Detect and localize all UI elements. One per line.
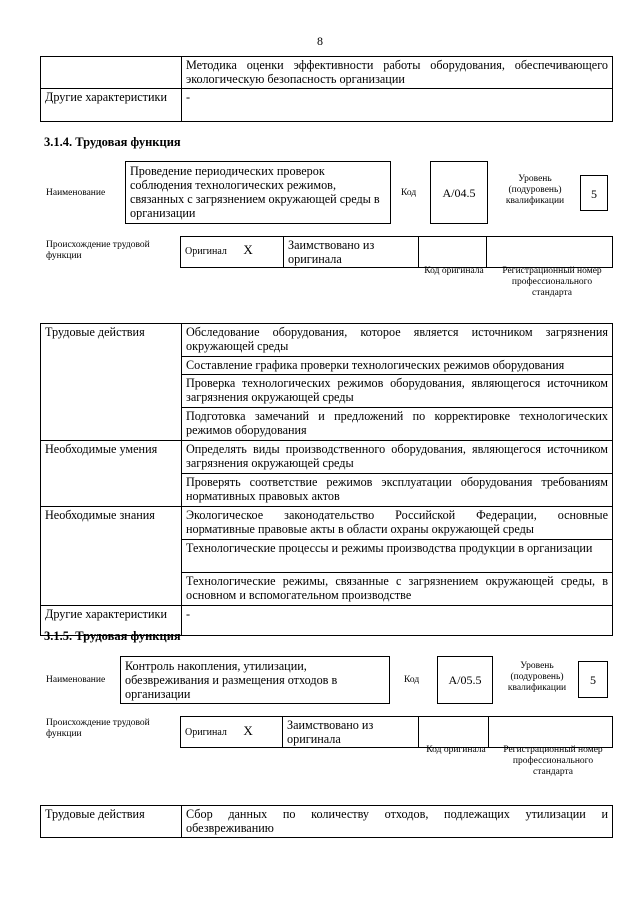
section-315-level-box — [578, 661, 608, 698]
section-314-code-box — [430, 161, 488, 224]
top-table-row2-value: - — [182, 89, 613, 122]
section-315-original-label: Оригинал — [185, 727, 227, 738]
skill-item: Определять виды производственного оборудования, являющегося источником загрязнения окружающей среды — [182, 441, 612, 474]
section-314-name-value: Проведение периодических проверок соблюдения технологических режимов, связанных с загрязнением окружающей среды в организации — [130, 164, 380, 220]
section-315-code-original-cell — [419, 717, 489, 748]
knowledge-label: Необходимые знания — [41, 507, 182, 606]
labor-action-item: Составление графика проверки технологических режимов оборудования — [182, 357, 612, 375]
labor-action-item: Проверка технологических режимов оборудования, являющегося источником загрязнения окружающей среды — [182, 375, 612, 408]
labor-action-item: Обследование оборудования, которое является источником загрязнения окружающей среды — [182, 324, 612, 357]
other-value: - — [182, 606, 613, 636]
section-314-code-original-caption: Код оригинала — [424, 266, 484, 276]
section-314-origin-table — [180, 236, 613, 268]
section-314-level-value: 5 — [591, 187, 597, 201]
section-314-code-label: Код — [401, 188, 417, 198]
section-314-origin-label: Происхождение трудовой функции — [46, 240, 150, 261]
section-315-name-value: Контроль накопления, утилизации, обезвреживания и размещения отходов в организации — [125, 659, 338, 701]
knowledge-item: Экологическое законодательство Российской Федерации, основные нормативные правовые акты в области охраны окружающей среды — [182, 507, 612, 540]
section-315-borrowed-label: Заимствовано из оригинала — [283, 717, 419, 748]
section-315-main-table — [40, 805, 613, 838]
section-314-code-original-cell — [419, 237, 487, 268]
section-315-code-original-caption: Код оригинала — [426, 745, 486, 755]
knowledge-list — [182, 507, 613, 606]
section-315-level-value: 5 — [590, 673, 596, 687]
section-314-original-mark: X — [243, 242, 253, 257]
section-314-level-label: Уровень (подуровень) квалификации — [505, 174, 565, 206]
section-315-title: 3.1.5. Трудовая функция — [44, 629, 181, 643]
section-314-reg-number-caption: Регистрационный номер профессионального стандарта — [502, 266, 602, 298]
section-315-name-label: Наименование — [46, 675, 106, 685]
section-315-origin-label: Происхождение трудовой функции — [46, 718, 150, 739]
top-table-empty-cell — [41, 57, 182, 89]
section-315-code-label: Код — [404, 675, 420, 685]
bottom-labor-actions-label: Трудовые действия — [41, 806, 182, 838]
section-314-borrowed-label: Заимствовано из оригинала — [284, 237, 419, 268]
labor-actions-list — [182, 324, 613, 441]
top-table — [40, 56, 613, 122]
skills-list — [182, 441, 613, 507]
section-314-original-cell — [181, 237, 284, 268]
labor-action-item: Подготовка замечаний и предложений по корректировке технологических режимов оборудования — [186, 409, 608, 437]
other-label: Другие характеристики — [41, 606, 182, 636]
top-table-row2-label: Другие характеристики — [41, 89, 182, 122]
section-314-title: 3.1.4. Трудовая функция — [44, 135, 181, 149]
section-315-origin-table — [180, 716, 613, 748]
section-314-level-box — [580, 175, 608, 211]
page-number: 8 — [317, 34, 323, 48]
section-314-main-table — [40, 323, 613, 636]
section-315-reg-number-caption: Регистрационный номер профессионального стандарта — [503, 745, 603, 777]
top-table-row1-value: Методика оценки эффективности работы оборудования, обеспечивающего экологическую безопасность организации — [182, 57, 613, 89]
section-314-code-value: A/04.5 — [442, 186, 476, 200]
skills-label: Необходимые умения — [41, 441, 182, 507]
section-314-name-box — [125, 161, 391, 224]
knowledge-item: Технологические режимы, связанные с загрязнением окружающей среды, в основном и вспомогательном производстве — [186, 574, 608, 602]
section-314-reg-number-cell — [487, 237, 613, 268]
bottom-labor-actions-value: Сбор данных по количеству отходов, подлежащих утилизации и обезвреживанию — [182, 806, 613, 838]
skill-item: Проверять соответствие режимов эксплуатации оборудования требованиям нормативных правовых актов — [186, 475, 608, 503]
section-315-level-label: Уровень (подуровень) квалификации — [507, 661, 567, 693]
section-315-reg-number-cell — [489, 717, 613, 748]
section-315-code-value: A/05.5 — [448, 673, 482, 687]
knowledge-item: Технологические процессы и режимы производства продукции в организации — [182, 540, 612, 573]
section-315-original-cell — [181, 717, 283, 748]
section-315-original-mark: X — [243, 723, 253, 738]
section-314-name-label: Наименование — [46, 188, 106, 198]
section-314-original-label: Оригинал — [185, 246, 227, 257]
section-315-name-box — [120, 656, 390, 704]
labor-actions-label: Трудовые действия — [41, 324, 182, 441]
section-315-code-box — [437, 656, 493, 704]
